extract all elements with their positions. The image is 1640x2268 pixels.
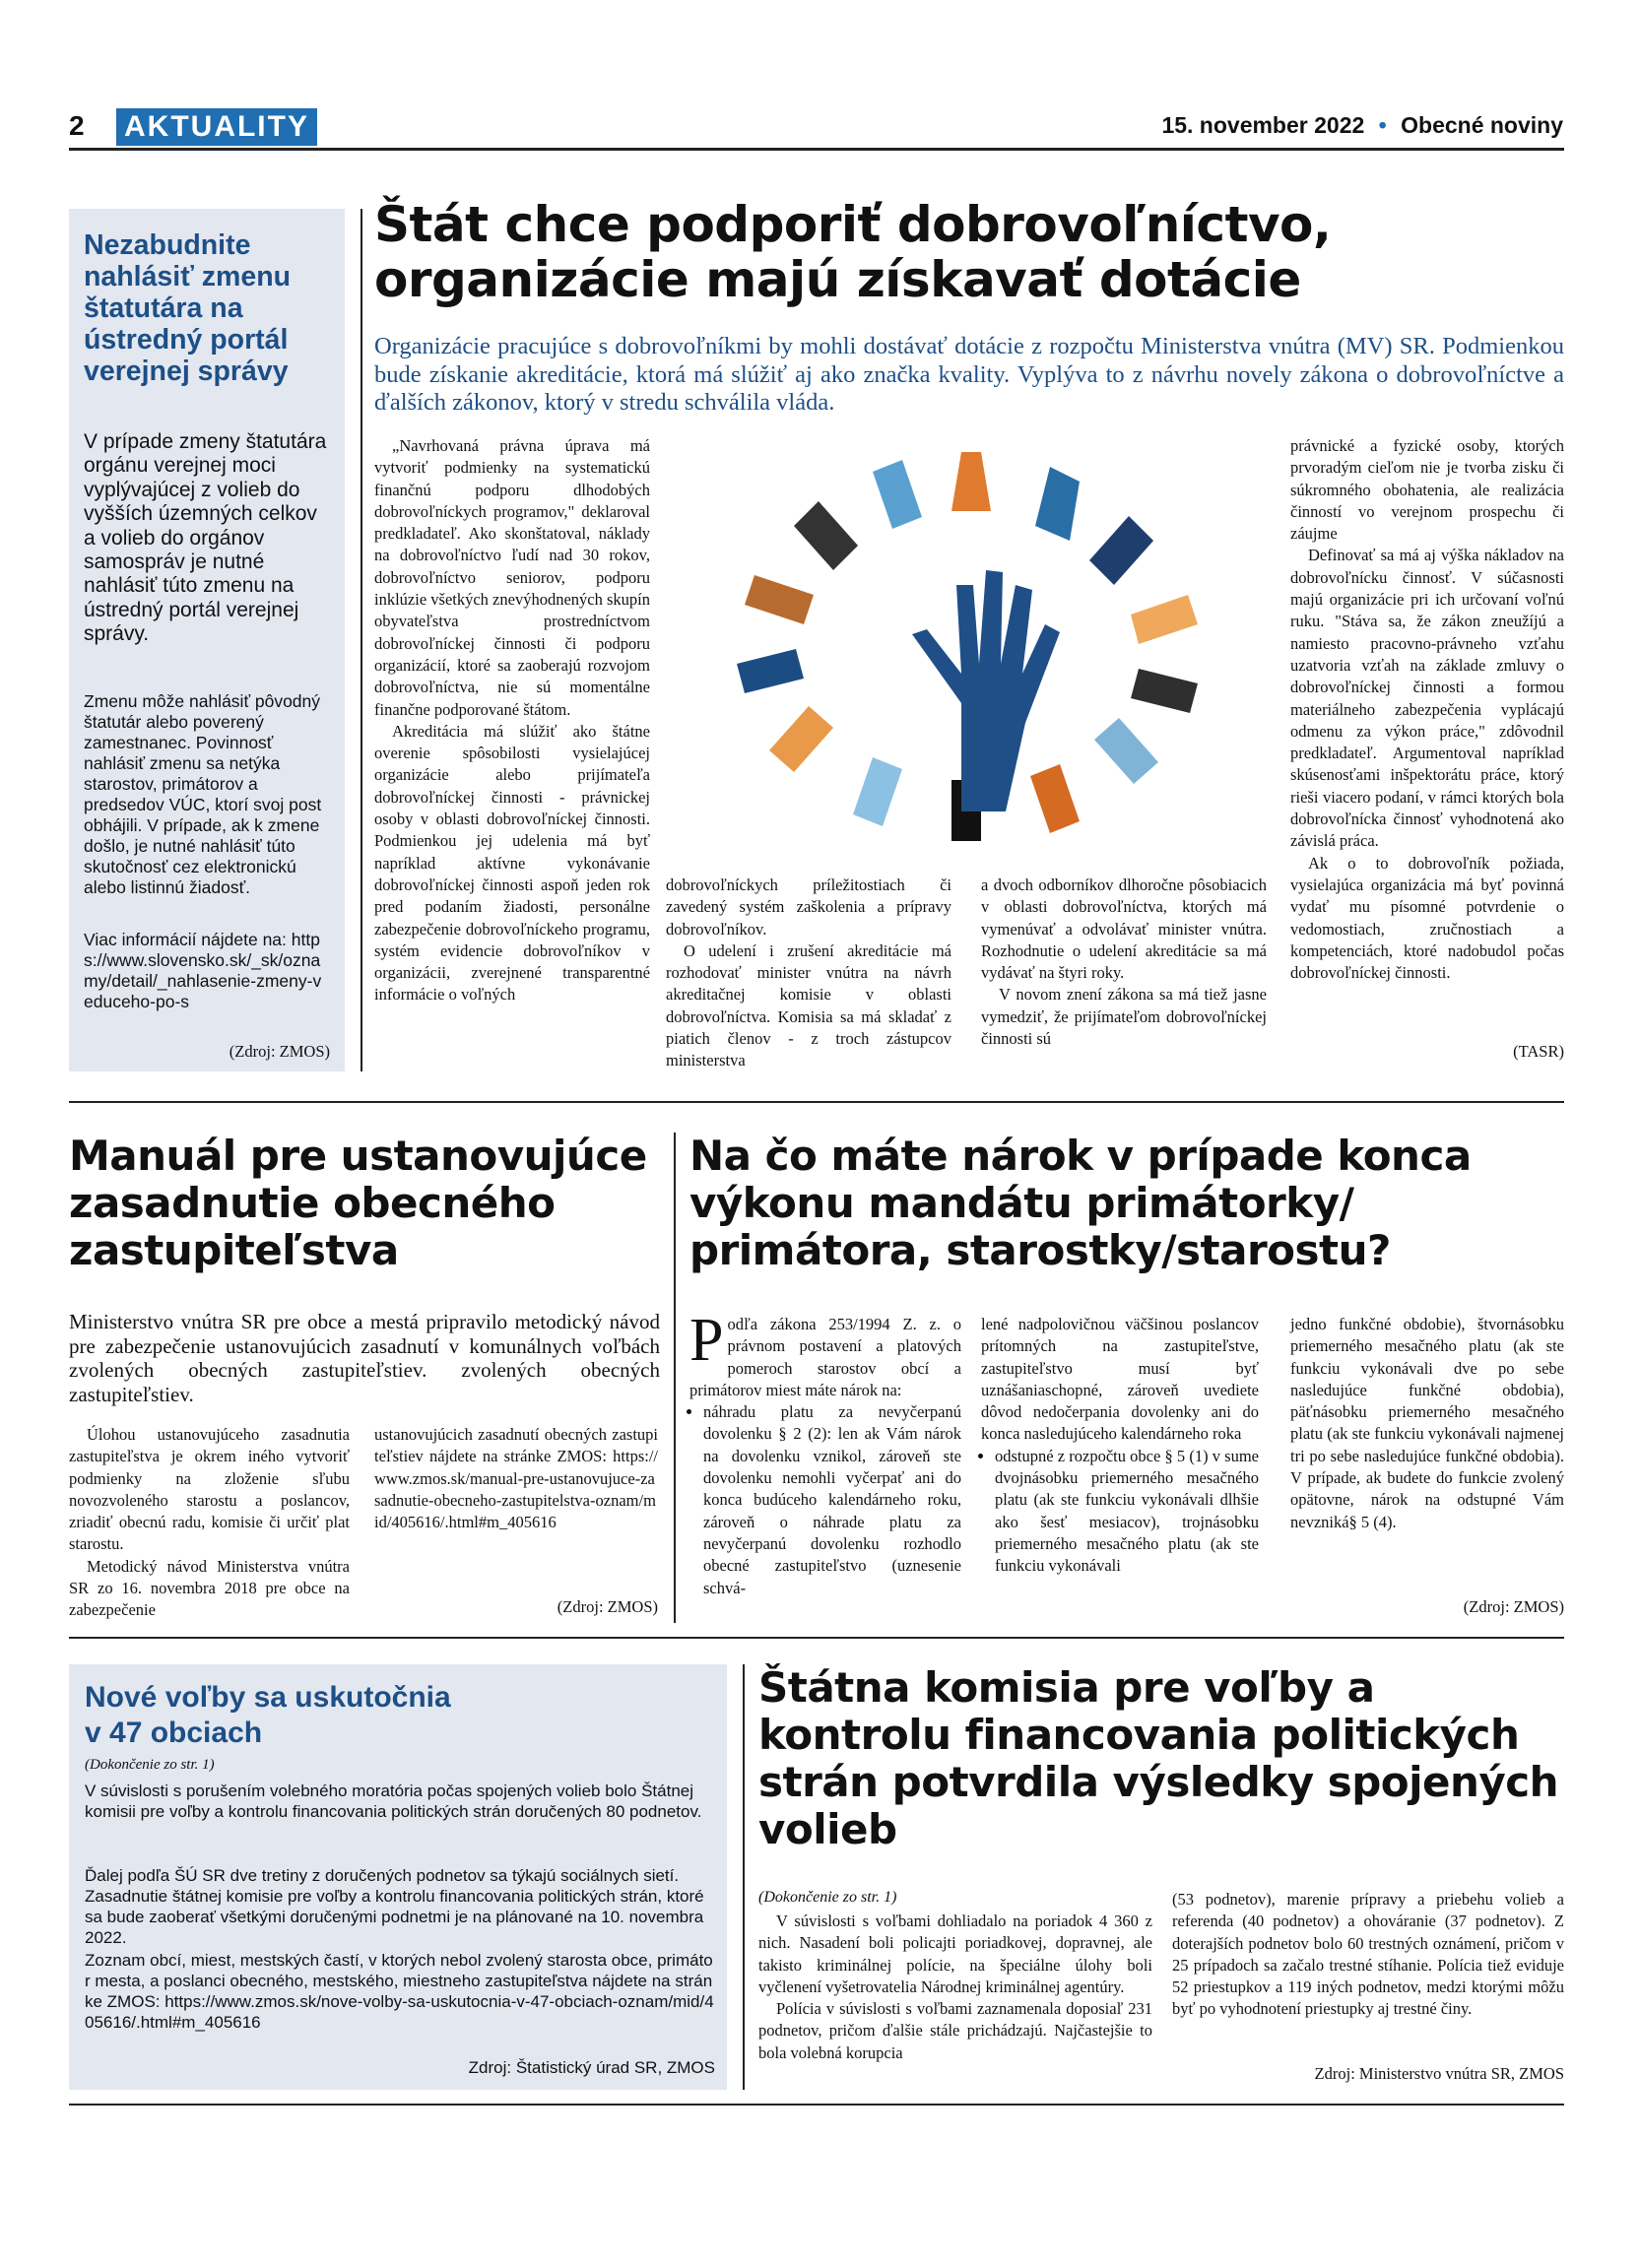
header-rule [69,148,1564,151]
main-col3 [981,875,1267,1050]
sidebar-source: (Zdroj: ZMOS) [229,1042,330,1061]
elections-title [85,1680,715,1751]
sidebar-divider [361,209,362,1071]
section-rule-2 [69,1637,1564,1639]
bullet-list [981,1446,1259,1578]
elections-p1: V súvislosti s porušením volebného moratória počas spojených volieb bolo Štátnej komisii pre voľby a kontrolu financovania politických strán doručených 80 podnetov. [85,1782,702,1821]
paragraph: lené nadpolovičnou väčšinou poslancov prítomných na zastupiteľstve, zastupiteľstvo musí byť uznášaniaschopné, zároveň uvediete dôvod nedočerpania dovolenky ani do konca nasledujúceho kalendárneho roka [981,1315,1259,1444]
bullet: • [1378,112,1387,138]
main-lead: Organizácie pracujúce s dobrovoľníkmi by mohli dostávať dotácie z rozpočtu Ministerstva vnútra (MV) SR. Podmienkou bude získanie akreditácie, ktorá má slúžiť aj ako značka kvality. Vyplýva to z návrhu novely zákona o dobrovoľníctve a ďalších zákonov, ktorý v stredu schválila vláda. [374,333,1564,416]
commission-col2 [1172,1889,1564,2021]
intro-text: odľa zákona 253/1994 Z. z. o právnom postavení a platových pomeroch starostov obcí a primátorov miest máte nárok na: [689,1315,961,1399]
sidebar-lead: V prípade zmeny štatutára orgánu verejnej moci vyplývajúcej z volieb do vyšších územných celkov a volieb do orgánov samospráv je nutné nahlásiť túto zmenu na ústredný portál verejnej správy. [84,430,327,646]
paragraph: Akreditácia má slúžiť ako štátne overenie spôsobilosti vysielajúcej organizácie alebo prijímateľa dobrovoľníckej činnosti - právnickej osoby v oblasti dobrovoľníckej činnosti. Podmienkou jej udelenia má byť napríklad aktívne vykonávanie dobrovoľníckej činnosti aspoň jeden rok pred podaním žiadosti, personálne zabezpečenie dobrovoľníckeho programu, systém evidencie dobrovoľníkov v organizácii, zverejnené transparentné informácie o voľných [374,721,650,1004]
paragraph: O udelení i zrušení akreditácie má rozhodovať minister vnútra na návrh akreditačnej komisie v oblasti dobrovoľníctva. Komisia sa má skladať z piatich členov - z troch zástupcov ministerstva [666,940,951,1070]
mandate-col1 [689,1307,961,1599]
manual-lead: Ministerstvo vnútra SR pre obce a mestá pripravilo metodický návod pre zabezpečenie ustanovujúcich zasadnutí v komunálnych voľbách zvolených obecných zastupiteľstiev. zvolených obecných zastupiteľstiev. [69,1310,660,1406]
paragraph: ustanovujúcich zasadnutí obecných zastupiteľstiev nájdete na stránke ZMOS: https://www.zmos.sk/manual-pre-ustanovujuce-zasadnutie-obecneho-zastupitelstva-oznam/mid/405616/.html#m_405616 [374,1425,658,1532]
mandate-source: (Zdroj: ZMOS) [1463,1597,1564,1616]
elections-p2: Ďalej podľa ŠÚ SR dve tretiny z doručených podnetov sa týkajú sociálnych sietí. Zasadnutie štátnej komisie pre voľby a kontrolu financovania politických strán, ktoré sa bude zaoberať všetkými doručenými podnetmi je na plánované na 10. novembra 2022. [85,1866,704,1947]
bullet-list [689,1401,961,1599]
sidebar-body: Zmenu môže nahlásiť pôvodný štatutár alebo poverený zamestnanec. Povinnosť nahlásiť zmenu sa netýka starostov, primátorov a predsedov VÚC, ktorí svoj post obhájili. V prípade, ak k zmene došlo, je nutné nahlásiť túto skutočnosť cez elektronickú alebo listinnú žiadosť. [84,691,322,897]
paragraph: právnické a fyzické osoby, ktorých prvoradým cieľom nie je tvorba zisku či súkromného obohatenia, ale realizácia činností vo verejnom prospechu či záujme [1290,436,1564,544]
mandate-title: Na čo máte nárok v prípade konca výkonu mandátu primátorky/ primátora, starostky/starostu? [689,1132,1472,1274]
main-title [374,197,1566,307]
vertical-divider-bottom [743,1664,745,2090]
elections-continued: (Dokončenie zo str. 1) [85,1757,215,1773]
paragraph: Definovať sa má aj výška nákladov na dobrovoľnícku činnosť. V súčasnosti majú organizácie pri ich určovaní voľnú ruku. "Stáva sa, že zákon zneužíjú a namiesto pracovno-právneho vzťahu uzatvoria vzťah na základe zmluvy o dobrovoľníckej činnosti a formou materiálneho zabezpečenia vyplácajú odmenu za výkon práce," zdôvodnil predkladateľ. Argumentoval napríklad skúsenosťami inšpektorátu práce, ktorý rieši viacero podaní, v rámci ktorých bola dobrovoľnícka činnosť vyhodnotená ako závislá práca. [1290,546,1564,851]
manual-source: (Zdroj: ZMOS) [557,1597,658,1616]
manual-title: Manuál pre ustanovujúce zasadnutie obecného zastupiteľstva [69,1132,647,1274]
paragraph [689,1307,961,1401]
paragraph: (53 podnetov), marenie prípravy a priebehu volieb a referenda (40 podnetov) a ohováranie (37 podnetov). Z doterajších podnetov bolo 60 trestných oznámení, pričom v 25 prípadoch sa začalo trestné stíhanie. Polícia tiež eviduje 52 priestupkov a 119 iných podnetov, medzi ktorými môžu byť po vyhodnotení priestupky aj trestné činy. [1172,1890,1564,2019]
paragraph: dobrovoľníckych príležitostiach či zavedený systém zaškolenia a prípravy dobrovoľníkov. [666,875,951,939]
paragraph: Metodický návod Ministerstva vnútra SR zo 16. novembra 2018 pre obce na zabezpečenie [69,1556,350,1620]
manual-col1 [69,1424,350,1622]
sidebar-info: Viac informácií nájdete na: https://www.slovensko.sk/_sk/oznamy/detail/_nahlasenie-zmeny-veduceho-po-s [84,930,322,1011]
elections-source: Zdroj: Štatistický úrad SR, ZMOS [468,2058,715,2077]
main-col1 [374,435,650,1006]
elections-title-line2: v 47 obciach [85,1717,263,1749]
issue-info [1161,112,1563,139]
paper-name: Obecné noviny [1401,112,1563,138]
page-number: 2 [69,110,85,141]
commission-source: Zdroj: Ministerstvo vnútra SR, ZMOS [1314,2064,1564,2083]
mandate-col3 [1290,1314,1564,1533]
main-col4 [1290,435,1564,984]
paragraph: a dvoch odborníkov dlhoročne pôsobiacich v oblasti dobrovoľníctva, ktorých má vymenúvať a odvolávať minister vnútra. Rozhodnutie o udelení akreditácie sa má vydávať na štyri roky. [981,875,1267,983]
footer-rule [69,2104,1564,2106]
main-title-line1: Štát chce podporiť dobrovoľníctvo, [374,196,1332,253]
main-source: (TASR) [1513,1042,1564,1061]
vertical-divider-mid [674,1133,676,1623]
elections-title-line1: Nové voľby sa uskutočnia [85,1681,451,1714]
manual-col2 [374,1424,658,1533]
elections-p3: Zoznam obcí, miest, mestských častí, v ktorých nebol zvolený starosta obce, primátor mesta, a poslanci obecného, mestského, miestneho zastupiteľstva nájdete na stránke ZMOS: https://www.zmos.sk/nove-volby-sa-uskutocnia-v-47-obciach-oznam/mid/405616/.html#m_405616 [85,1951,714,2032]
paragraph: V súvislosti s voľbami dohliadalo na poriadok 4 360 z nich. Nasadení boli policajti poriadkovej, dopravnej, ale takisto kriminálnej polície, na špeciálne úlohy boli vyčlenení vyšetrovatelia Národnej kriminálnej agentúry. [758,1912,1152,1996]
main-title-line2: organizácie majú získavať dotácie [374,251,1301,308]
mandate-col2 [981,1314,1259,1578]
commission-title: Štátna komisia pre voľby a kontrolu financovania politických strán potvrdila výsledky spojených volieb [758,1663,1559,1853]
list-item: • náhradu platu za nevyčerpanú dovolenku § 2 (2): len ak Vám nárok na dovolenku vznikol, zároveň ste dovolenku nemohli vyčerpať ani do konca budúceho kalendárneho roku, zároveň o náhrade platu za nevyčerpanú dovolenku rozhodlo obecné zastupiteľstvo (uznesenie schvá- [703,1401,961,1599]
list-item: • odstupné z rozpočtu obce § 5 (1) v sume dvojnásobku priemerného mesačného platu (ak ste funkciu vykonávali dlhšie ako šesť mesiacov), trojnásobku priemerného mesačného platu (ak ste funkciu vykonávali [995,1446,1259,1578]
main-col2 [666,875,951,1072]
drop-cap: P [689,1307,724,1374]
paragraph: jedno funkčné obdobie), štvornásobku priemerného mesačného platu (ak ste funkciu vykonávali dve po sebe nasledujúce funkčné obdobia), päťnásobku priemerného mesačného platu (ak ste funkciu vykonávali najmenej tri po sebe nasledujúce funkčné obdobia). V prípade, ak budete do funkcie zvolený opätovne, nárok na odstupné Vám nevzniká§ 5 (4). [1290,1315,1564,1531]
paragraph: Ak o to dobrovoľník požiada, vysielajúca organizácia má byť povinná vydať mu písomné potvrdenie o vedomostiach, zručnostiach a kompetenciách, ktoré nadobudol počas dobrovoľníckej činnosti. [1290,853,1564,983]
section-rule-1 [69,1101,1564,1103]
paragraph: Polícia v súvislosti s voľbami zaznamenala doposiaľ 231 podnetov, pričom ďalšie stále prichádzajú. Najčastejšie to bola volebná korupcia [758,1999,1152,2062]
commission-col1 [758,1911,1152,2064]
paragraph: Úlohou ustanovujúceho zasadnutia zastupiteľstva je okrem iného vytvoriť podmienky na zloženie sľubu novozvoleného starostu a poslancov, zriadiť obecnú radu, komisie či určiť plat starostu. [69,1425,350,1554]
issue-date: 15. november 2022 [1161,112,1365,138]
paragraph: V novom znení zákona sa má tiež jasne vymedziť, že prijímateľom dobrovoľníckej činnosti sú [981,985,1267,1049]
paragraph: „Navrhovaná právna úprava má vytvoriť podmienky na systematickú finančnú podporu dlhodobých dobrovoľníckych programov," deklaroval predkladateľ. Ako skonštatoval, náklady na dobrovoľníctvo ľudí nad 30 rokov, dobrovoľníctvo seniorov, podporu inklúzie všetkých znevýhodnených skupín obyvateľstva prostredníctvom dobrovoľníckej činnosti či podporu organizácií, ktoré sa zaoberajú rozvojom dobrovoľníctva, nie sú momentálne finančne podporované štátom. [374,436,650,719]
commission-continued: (Dokončenie zo str. 1) [758,1889,897,1906]
sidebar-title: Nezabudnite nahlásiť zmenu štatutára na ústredný portál verejnej správy [84,229,292,387]
section-label: AKTUALITY [116,108,317,146]
volunteer-hands-illustration [666,437,1277,863]
